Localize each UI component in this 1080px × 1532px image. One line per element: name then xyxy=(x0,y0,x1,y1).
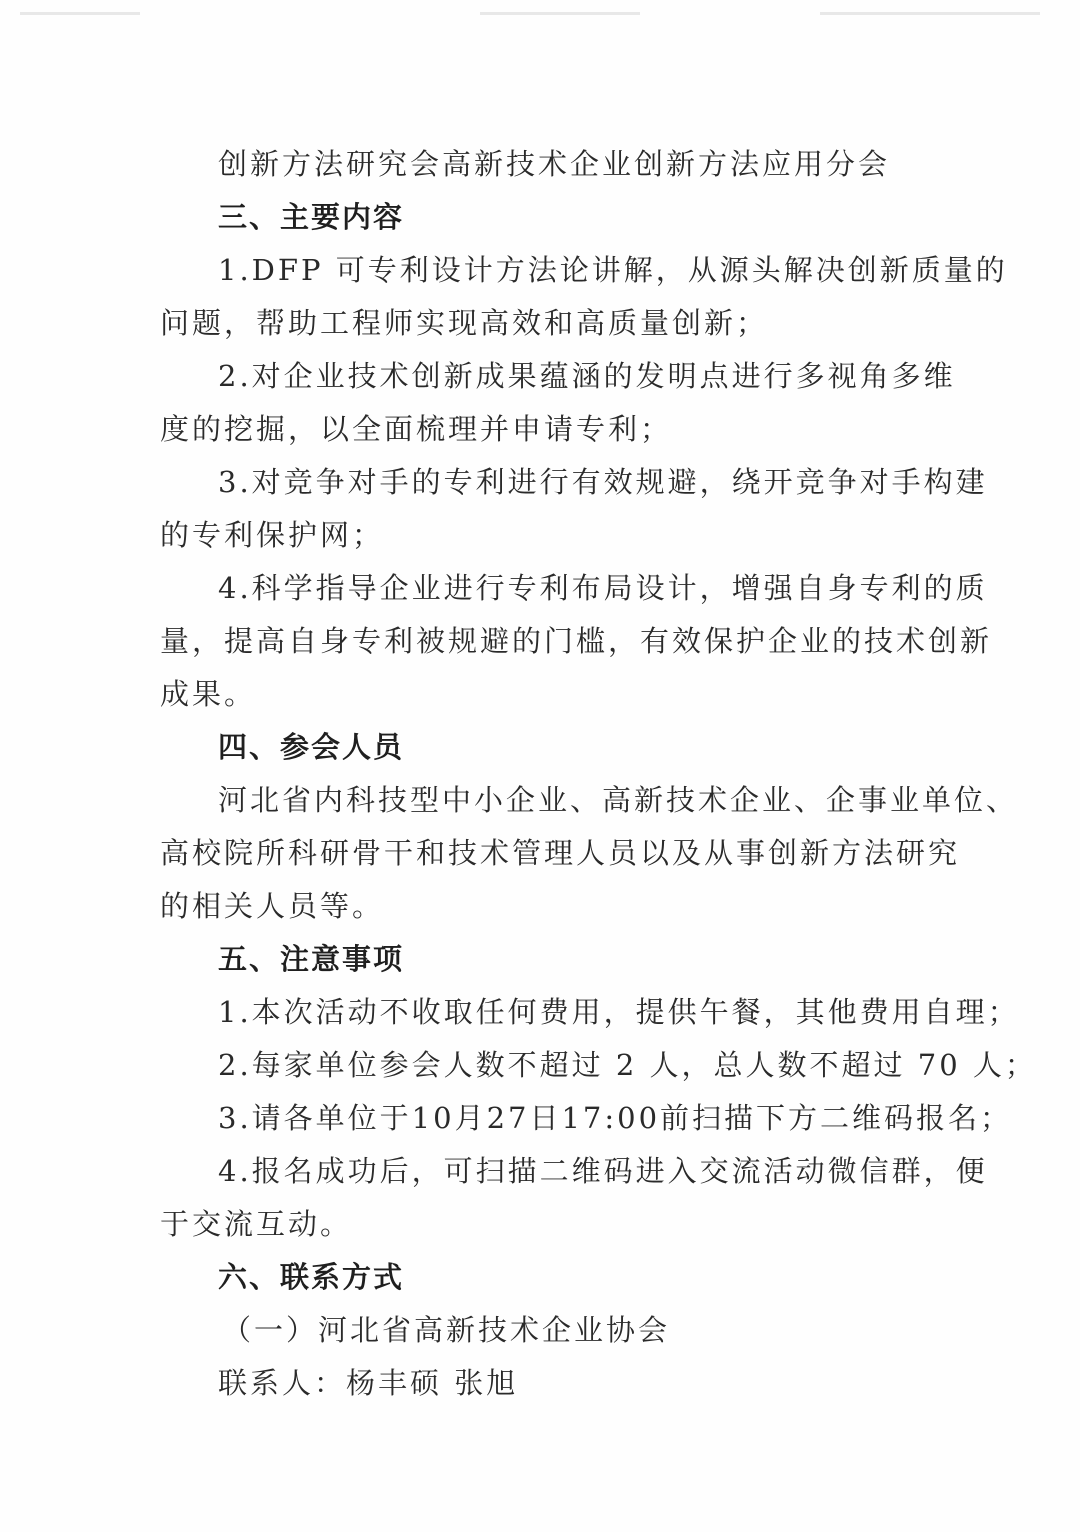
contact-persons: 联系人：杨丰硕 张旭 xyxy=(218,1366,519,1400)
paragraph-line: 问题，帮助工程师实现高效和高质量创新； xyxy=(160,306,769,340)
section-heading-participants: 四、参会人员 xyxy=(218,730,405,764)
scan-artifact xyxy=(820,12,1040,15)
paragraph-line: 的专利保护网； xyxy=(160,518,385,552)
scan-artifact xyxy=(480,12,640,15)
section-heading-main-content: 三、主要内容 xyxy=(218,200,405,234)
paragraph-line: 3.请各单位于10月27日17:00前扫描下方二维码报名； xyxy=(218,1101,1013,1135)
paragraph-line: 高校院所科研骨干和技术管理人员以及从事创新方法研究 xyxy=(160,836,961,870)
paragraph-line: 河北省内科技型中小企业、高新技术企业、企事业单位、 xyxy=(218,783,1019,817)
paragraph-line: 2.对企业技术创新成果蕴涵的发明点进行多视角多维 xyxy=(218,359,956,393)
contact-organization: （一）河北省高新技术企业协会 xyxy=(222,1313,671,1347)
paragraph-line: 度的挖掘，以全面梳理并申请专利； xyxy=(160,412,673,446)
paragraph-line: 于交流互动。 xyxy=(160,1207,353,1241)
paragraph-line: 4.科学指导企业进行专利布局设计，增强自身专利的质 xyxy=(218,571,988,605)
paragraph-line: 的相关人员等。 xyxy=(160,889,385,923)
paragraph-line: 成果。 xyxy=(160,677,257,711)
organizer-line: 创新方法研究会高新技术企业创新方法应用分会 xyxy=(218,147,891,181)
paragraph-line: 4.报名成功后，可扫描二维码进入交流活动微信群，便 xyxy=(218,1154,988,1188)
paragraph-line: 1.DFP 可专利设计方法论讲解，从源头解决创新质量的 xyxy=(218,253,1008,287)
section-heading-notes: 五、注意事项 xyxy=(218,942,405,976)
section-heading-contact: 六、联系方式 xyxy=(218,1260,405,1294)
paragraph-line: 量，提高自身专利被规避的门槛，有效保护企业的技术创新 xyxy=(160,624,993,658)
paragraph-line: 1.本次活动不收取任何费用，提供午餐，其他费用自理； xyxy=(218,995,1020,1029)
paragraph-line: 2.每家单位参会人数不超过 2 人，总人数不超过 70 人； xyxy=(218,1048,1037,1082)
scan-artifact xyxy=(20,12,140,15)
paragraph-line: 3.对竞争对手的专利进行有效规避，绕开竞争对手构建 xyxy=(218,465,988,499)
